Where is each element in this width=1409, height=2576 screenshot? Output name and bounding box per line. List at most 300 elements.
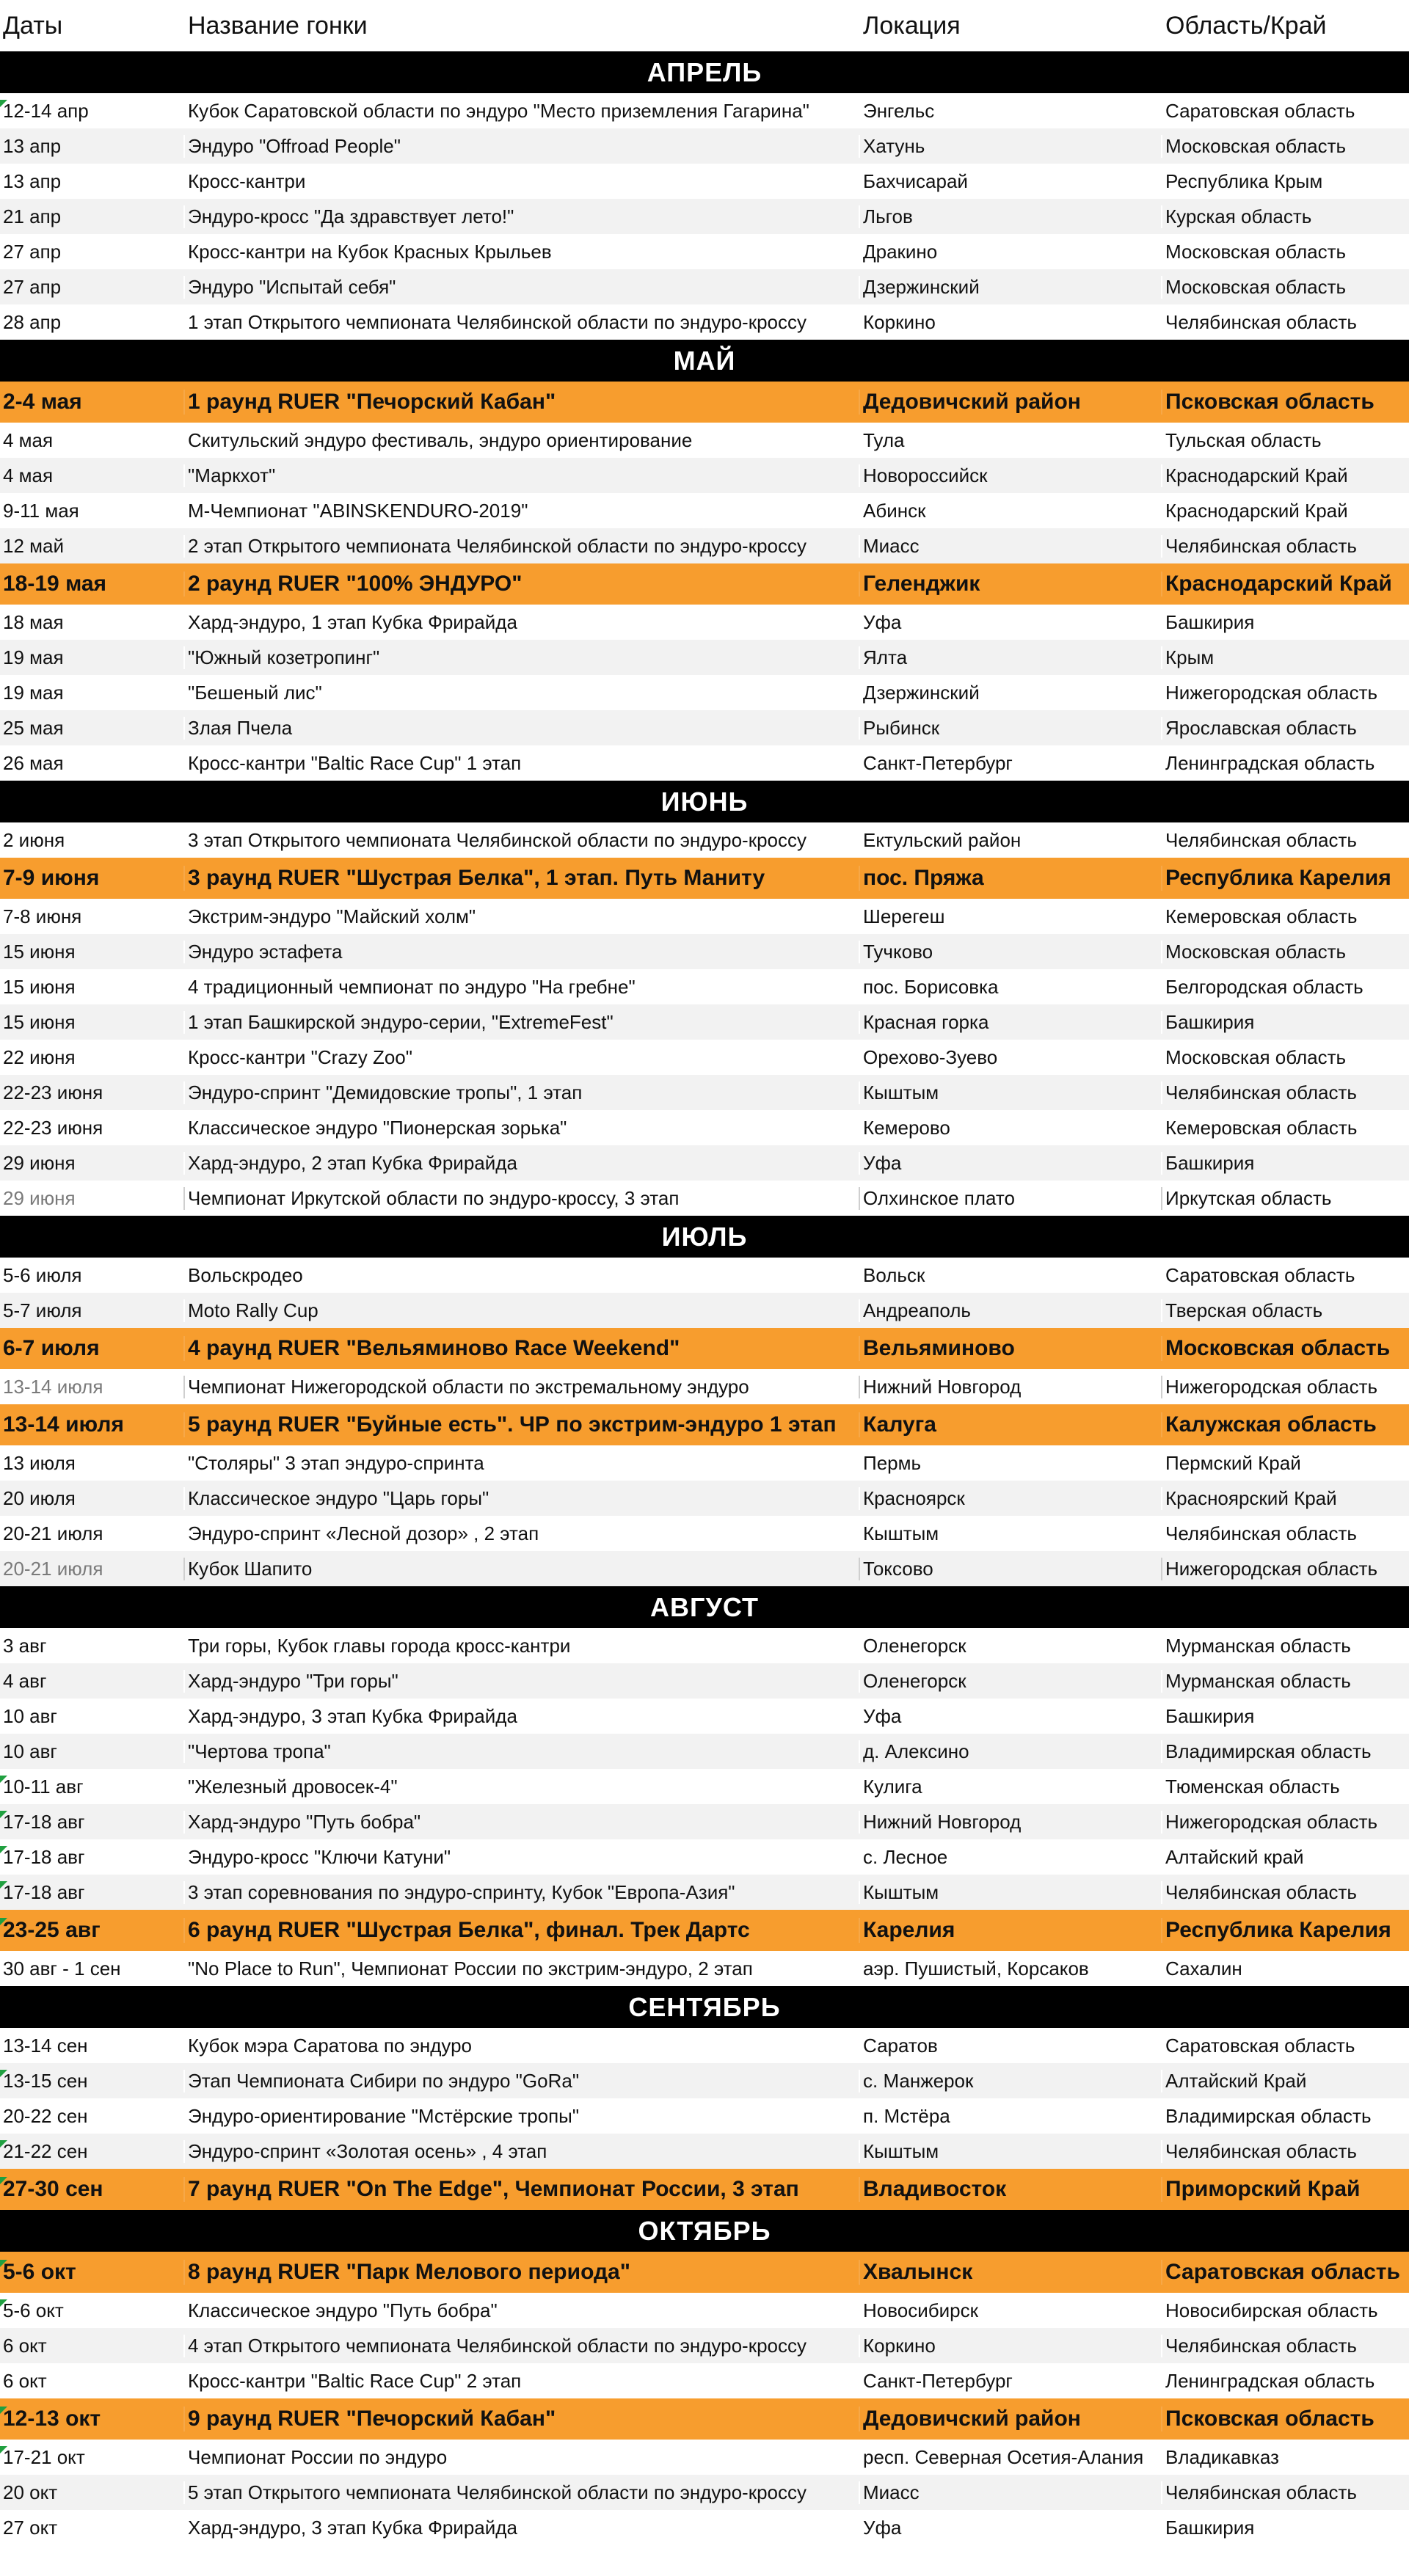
cell-region: Тюменская область	[1161, 1776, 1409, 1798]
cell-location: пос. Борисовка	[859, 976, 1161, 999]
cell-region: Нижегородская область	[1161, 1811, 1409, 1834]
month-header: ИЮНЬ	[0, 781, 1409, 822]
cell-region: Башкирия	[1161, 1705, 1409, 1728]
cell-date: 17-18 авг	[0, 1846, 183, 1869]
cell-location: Дзержинский	[859, 276, 1161, 299]
cell-location: Владивосток	[859, 2177, 1161, 2202]
cell-region: Белгородская область	[1161, 976, 1409, 999]
cell-race-name: 1 раунд RUER "Печорский Кабан"	[183, 390, 859, 415]
cell-date: 29 июня	[3, 1186, 76, 1209]
cell-race-name: Кубок мэра Саратова по эндуро	[183, 2035, 859, 2057]
cell-race-name: Эндуро-спринт "Демидовские тропы", 1 этап	[183, 1081, 859, 1104]
table-row	[0, 2328, 1409, 2363]
table-row	[0, 528, 1409, 563]
cell-race-name: 2 этап Открытого чемпионата Челябинской области по эндуро-кроссу	[183, 535, 859, 558]
cell-race-name: 5 раунд RUER "Буйные есть". ЧР по экстрим-эндуро 1 этап	[183, 1412, 859, 1437]
table-row-ruer-round	[0, 858, 1409, 899]
cell-region: Кемеровская область	[1161, 1117, 1409, 1139]
cell-location: Миасс	[859, 535, 1161, 558]
cell-location: Вольск	[859, 1264, 1161, 1287]
cell-region: Башкирия	[1161, 1152, 1409, 1175]
cell-race-name: 3 раунд RUER "Шустрая Белка", 1 этап. Путь Маниту	[183, 866, 859, 891]
cell-race-name: 4 традиционный чемпионат по эндуро "На гребне"	[183, 976, 859, 999]
cell-date: 26 мая	[3, 751, 64, 774]
month-header: ОКТЯБРЬ	[0, 2210, 1409, 2252]
cell-date: 5-7 июля	[3, 1299, 82, 1321]
cell-location: Оленегорск	[859, 1635, 1161, 1657]
table-row	[0, 710, 1409, 745]
cell-region: Мурманская область	[1161, 1670, 1409, 1693]
cell-location: Санкт-Петербург	[859, 2370, 1161, 2393]
cell-race-name: М-Чемпионат "ABINSKENDURO-2019"	[183, 500, 859, 522]
cell-date: 27 окт	[3, 2516, 58, 2539]
cell-region: Саратовская область	[1161, 2260, 1409, 2285]
cell-location: Дедовичский район	[859, 390, 1161, 415]
cell-date: 6-7 июля	[3, 1336, 100, 1360]
cell-location: Энгельс	[859, 100, 1161, 123]
table-header	[0, 0, 1409, 51]
cell-date: 19 мая	[3, 681, 64, 704]
cell-date: 13 июля	[3, 1451, 76, 1474]
cell-region: Новосибирская область	[1161, 2299, 1409, 2322]
cell-race-name: Кросс-кантри "Baltic Race Cup" 2 этап	[183, 2370, 859, 2393]
cell-location: Кыштым	[859, 1081, 1161, 1104]
cell-date: 18 мая	[3, 610, 64, 633]
cell-race-name: Эндуро "Offroad People"	[183, 135, 859, 158]
cell-date: 12-13 окт	[0, 2407, 183, 2431]
cell-location: Дракино	[859, 241, 1161, 263]
table-row	[0, 1110, 1409, 1145]
table-row	[0, 304, 1409, 340]
cell-location: Нижний Новгород	[859, 1376, 1161, 1398]
cell-date: 7-9 июня	[3, 866, 100, 890]
table-row	[0, 969, 1409, 1004]
cell-date: 10 авг	[3, 1740, 57, 1762]
cell-date: 22 июня	[3, 1046, 76, 1068]
cell-location: Уфа	[859, 2517, 1161, 2539]
cell-race-name: Хард-эндуро, 3 этап Кубка Фрирайда	[183, 1705, 859, 1728]
cell-location: Орехово-Зуево	[859, 1046, 1161, 1069]
cell-region: Московская область	[1161, 1336, 1409, 1361]
cell-race-name: Эндуро эстафета	[183, 941, 859, 963]
cell-date: 4 мая	[3, 428, 54, 451]
cell-region: Московская область	[1161, 241, 1409, 263]
cell-region: Башкирия	[1161, 2517, 1409, 2539]
header-dates: Даты	[3, 11, 63, 40]
table-row	[0, 1551, 1409, 1586]
table-row	[0, 1516, 1409, 1551]
cell-region: Красноярский Край	[1161, 1487, 1409, 1510]
cell-location: Рыбинск	[859, 717, 1161, 740]
cell-location: с. Лесное	[859, 1846, 1161, 1869]
cell-region: Сахалин	[1161, 1957, 1409, 1980]
cell-race-name: Этап Чемпионата Сибири по эндуро "GoRa"	[183, 2070, 859, 2092]
cell-race-name: 3 этап Открытого чемпионата Челябинской области по эндуро-кроссу	[183, 829, 859, 852]
cell-location: Красная горка	[859, 1011, 1161, 1034]
table-row	[0, 1951, 1409, 1986]
cell-location: Новороссийск	[859, 464, 1161, 487]
cell-location: Нижний Новгород	[859, 1811, 1161, 1834]
cell-location: Уфа	[859, 1705, 1161, 1728]
table-row-ruer-round	[0, 1910, 1409, 1951]
cell-region: Краснодарский Край	[1161, 464, 1409, 487]
cell-location: Дедовичский район	[859, 2407, 1161, 2431]
table-row	[0, 2098, 1409, 2134]
cell-location: Саратов	[859, 2035, 1161, 2057]
cell-race-name: Хард-эндуро, 3 этап Кубка Фрирайда	[183, 2517, 859, 2539]
cell-date: 10 авг	[3, 1704, 57, 1727]
month-header: МАЙ	[0, 340, 1409, 382]
cell-race-name: Хард-эндуро "Три горы"	[183, 1670, 859, 1693]
cell-race-name: "Бешеный лис"	[183, 682, 859, 704]
month-header: АПРЕЛЬ	[0, 51, 1409, 93]
cell-date: 15 июня	[3, 940, 76, 963]
cell-region: Ленинградская область	[1161, 2370, 1409, 2393]
table-row	[0, 675, 1409, 710]
cell-location: Красноярск	[859, 1487, 1161, 1510]
cell-location: Ектульский район	[859, 829, 1161, 852]
cell-race-name: Скитульский эндуро фестиваль, эндуро ориентирование	[183, 429, 859, 452]
cell-region: Республика Карелия	[1161, 1918, 1409, 1943]
cell-date: 27 апр	[3, 275, 62, 298]
cell-location: Коркино	[859, 311, 1161, 334]
cell-date: 6 окт	[3, 2369, 47, 2392]
cell-race-name: Эндуро "Испытай себя"	[183, 276, 859, 299]
cell-date: 22-23 июня	[3, 1081, 103, 1103]
month-header: ИЮЛЬ	[0, 1216, 1409, 1258]
cell-region: Нижегородская область	[1161, 1376, 1409, 1398]
table-row	[0, 128, 1409, 164]
table-row	[0, 93, 1409, 128]
table-row	[0, 269, 1409, 304]
cell-region: Владимирская область	[1161, 1740, 1409, 1763]
table-row-ruer-round	[0, 1404, 1409, 1445]
cell-location: Андреаполь	[859, 1299, 1161, 1322]
table-row	[0, 2363, 1409, 2398]
table-row-ruer-round	[0, 2169, 1409, 2210]
table-row	[0, 2293, 1409, 2328]
cell-race-name: "Южный козетропинг"	[183, 646, 859, 669]
cell-location: Ялта	[859, 646, 1161, 669]
cell-date: 27-30 сен	[0, 2177, 183, 2202]
cell-region: Челябинская область	[1161, 1881, 1409, 1904]
cell-race-name: "Столяры" 3 этап эндуро-спринта	[183, 1452, 859, 1475]
cell-location: Кыштым	[859, 2140, 1161, 2163]
cell-race-name: 6 раунд RUER "Шустрая Белка", финал. Трек Дартс	[183, 1918, 859, 1943]
cell-location: Вельяминово	[859, 1336, 1161, 1361]
cell-date: 22-23 июня	[3, 1116, 103, 1139]
cell-location: Оленегорск	[859, 1670, 1161, 1693]
cell-race-name: Кубок Саратовской области по эндуро "Место приземления Гагарина"	[183, 100, 859, 123]
cell-date: 13-15 сен	[0, 2070, 183, 2092]
table-row	[0, 1445, 1409, 1481]
table-row	[0, 2440, 1409, 2475]
cell-location: Санкт-Петербург	[859, 752, 1161, 775]
cell-region: Владимирская область	[1161, 2105, 1409, 2128]
cell-date: 7-8 июня	[3, 905, 82, 927]
cell-region: Курская область	[1161, 205, 1409, 228]
table-body	[0, 51, 1409, 2545]
cell-region: Мурманская область	[1161, 1635, 1409, 1657]
table-row	[0, 605, 1409, 640]
cell-date: 17-18 авг	[0, 1881, 183, 1904]
table-row	[0, 234, 1409, 269]
cell-region: Республика Карелия	[1161, 866, 1409, 891]
cell-region: Саратовская область	[1161, 1264, 1409, 1287]
cell-location: Геленджик	[859, 572, 1161, 596]
cell-location: Кулига	[859, 1776, 1161, 1798]
cell-region: Псковская область	[1161, 390, 1409, 415]
cell-location: Хвалынск	[859, 2260, 1161, 2285]
cell-location: д. Алексино	[859, 1740, 1161, 1763]
cell-race-name: Вольскродео	[183, 1264, 859, 1287]
cell-race-name: Moto Rally Cup	[183, 1299, 859, 1322]
cell-location: Тула	[859, 429, 1161, 452]
table-row	[0, 1258, 1409, 1293]
table-row	[0, 2028, 1409, 2063]
cell-region: Приморский Край	[1161, 2177, 1409, 2202]
cell-region: Московская область	[1161, 1046, 1409, 1069]
cell-date: 12-14 апр	[0, 100, 183, 123]
table-row	[0, 199, 1409, 234]
cell-date: 6 окт	[3, 2334, 47, 2357]
cell-race-name: Хард-эндуро, 1 этап Кубка Фрирайда	[183, 611, 859, 634]
cell-date: 20-21 июля	[3, 1522, 103, 1544]
cell-location: Карелия	[859, 1918, 1161, 1943]
cell-region: Нижегородская область	[1161, 682, 1409, 704]
table-row	[0, 1075, 1409, 1110]
cell-location: п. Мстёра	[859, 2105, 1161, 2128]
header-region: Область/Край	[1161, 12, 1409, 40]
cell-race-name: 9 раунд RUER "Печорский Кабан"	[183, 2407, 859, 2431]
cell-location: Пермь	[859, 1452, 1161, 1475]
month-header: СЕНТЯБРЬ	[0, 1986, 1409, 2028]
cell-location: Хатунь	[859, 135, 1161, 158]
cell-race-name: "No Place to Run", Чемпионат России по экстрим-эндуро, 2 этап	[183, 1957, 859, 1980]
month-header: АВГУСТ	[0, 1586, 1409, 1628]
cell-race-name: 7 раунд RUER "On The Edge", Чемпионат России, 3 этап	[183, 2177, 859, 2202]
cell-date: 18-19 мая	[3, 572, 107, 596]
cell-location: Коркино	[859, 2335, 1161, 2357]
cell-region: Тверская область	[1161, 1299, 1409, 1322]
cell-race-name: Хард-эндуро "Путь бобра"	[183, 1811, 859, 1834]
table-row	[0, 1628, 1409, 1663]
header-location: Локация	[859, 12, 1161, 40]
cell-date: 19 мая	[3, 646, 64, 668]
cell-race-name: "Железный дровосек-4"	[183, 1776, 859, 1798]
cell-location: Новосибирск	[859, 2299, 1161, 2322]
cell-race-name: Эндуро-спринт «Золотая осень» , 4 этап	[183, 2140, 859, 2163]
cell-date: 23-25 авг	[0, 1918, 183, 1943]
cell-race-name: Чемпионат России по эндуро	[183, 2446, 859, 2469]
table-row-ruer-round	[0, 382, 1409, 423]
cell-race-name: Чемпионат Иркутской области по эндуро-кроссу, 3 этап	[183, 1187, 859, 1210]
cell-date: 10-11 авг	[0, 1776, 183, 1798]
cell-race-name: Чемпионат Нижегородской области по экстремальному эндуро	[183, 1376, 859, 1398]
cell-location: Миасс	[859, 2481, 1161, 2504]
table-row	[0, 822, 1409, 858]
cell-race-name: Кросс-кантри	[183, 170, 859, 193]
table-row	[0, 1839, 1409, 1875]
cell-race-name: Злая Пчела	[183, 717, 859, 740]
table-row	[0, 1004, 1409, 1040]
cell-race-name: Экстрим-эндуро "Майский холм"	[183, 905, 859, 928]
table-row	[0, 1699, 1409, 1734]
table-row	[0, 1734, 1409, 1769]
cell-date: 13-14 июля	[3, 1412, 124, 1437]
cell-region: Челябинская область	[1161, 311, 1409, 334]
cell-location: пос. Пряжа	[859, 866, 1161, 891]
cell-region: Московская область	[1161, 941, 1409, 963]
table-row	[0, 2475, 1409, 2510]
cell-location: Токсово	[859, 1558, 1161, 1580]
cell-date: 25 мая	[3, 716, 64, 739]
cell-location: Шерегеш	[859, 905, 1161, 928]
table-row	[0, 493, 1409, 528]
cell-date: 4 авг	[3, 1669, 47, 1692]
cell-date: 9-11 мая	[3, 499, 79, 522]
table-row	[0, 2134, 1409, 2169]
cell-region: Крым	[1161, 646, 1409, 669]
cell-region: Ярославская область	[1161, 717, 1409, 740]
cell-region: Владикавказ	[1161, 2446, 1409, 2469]
cell-location: аэр. Пушистый, Корсаков	[859, 1957, 1161, 1980]
cell-region: Челябинская область	[1161, 1081, 1409, 1104]
cell-location: Уфа	[859, 611, 1161, 634]
cell-location: с. Манжерок	[859, 2070, 1161, 2092]
cell-race-name: 2 раунд RUER "100% ЭНДУРО"	[183, 572, 859, 596]
cell-region: Московская область	[1161, 276, 1409, 299]
cell-race-name: 4 раунд RUER "Вельяминово Race Weekend"	[183, 1336, 859, 1361]
table-row	[0, 2510, 1409, 2545]
cell-race-name: Эндуро-кросс "Да здравствует лето!"	[183, 205, 859, 228]
cell-race-name: 1 этап Открытого чемпионата Челябинской области по эндуро-кроссу	[183, 311, 859, 334]
cell-race-name: Кросс-кантри "Crazy Zoo"	[183, 1046, 859, 1069]
table-row	[0, 458, 1409, 493]
table-row-ruer-round	[0, 563, 1409, 605]
cell-region: Башкирия	[1161, 1011, 1409, 1034]
cell-location: Кемерово	[859, 1117, 1161, 1139]
cell-race-name: Эндуро-ориентирование "Мстёрские тропы"	[183, 2105, 859, 2128]
table-row	[0, 1663, 1409, 1699]
table-row	[0, 1875, 1409, 1910]
cell-region: Ленинградская область	[1161, 752, 1409, 775]
table-row	[0, 745, 1409, 781]
cell-date: 13 апр	[3, 169, 62, 192]
cell-race-name: "Маркхот"	[183, 464, 859, 487]
cell-date: 4 мая	[3, 464, 54, 486]
cell-date: 12 май	[3, 534, 65, 557]
cell-date: 15 июня	[3, 975, 76, 998]
cell-date: 2 июня	[3, 828, 65, 851]
cell-region: Башкирия	[1161, 611, 1409, 634]
table-row-ruer-round	[0, 2252, 1409, 2293]
cell-region: Алтайский Край	[1161, 2070, 1409, 2092]
cell-region: Тульская область	[1161, 429, 1409, 452]
cell-date: 5-6 окт	[0, 2299, 183, 2322]
cell-date: 3 авг	[3, 1634, 47, 1657]
cell-location: Олхинское плато	[859, 1187, 1161, 1210]
cell-race-name: 1 этап Башкирской эндуро-серии, "ExtremeFest"	[183, 1011, 859, 1034]
cell-region: Кемеровская область	[1161, 905, 1409, 928]
cell-region: Челябинская область	[1161, 1522, 1409, 1545]
cell-region: Калужская область	[1161, 1412, 1409, 1437]
table-row	[0, 164, 1409, 199]
cell-race-name: Кубок Шапито	[183, 1558, 859, 1580]
cell-race-name: 4 этап Открытого чемпионата Челябинской области по эндуро-кроссу	[183, 2335, 859, 2357]
cell-race-name: Эндуро-кросс "Ключи Катуни"	[183, 1846, 859, 1869]
cell-location: Абинск	[859, 500, 1161, 522]
table-row	[0, 423, 1409, 458]
cell-region: Челябинская область	[1161, 535, 1409, 558]
cell-region: Краснодарский Край	[1161, 572, 1409, 596]
table-row	[0, 640, 1409, 675]
cell-region: Псковская область	[1161, 2407, 1409, 2431]
cell-location: Тучково	[859, 941, 1161, 963]
cell-location: Льгов	[859, 205, 1161, 228]
cell-date: 20-22 сен	[3, 2104, 88, 2127]
cell-date: 5-6 окт	[0, 2260, 183, 2285]
table-row	[0, 1040, 1409, 1075]
cell-region: Московская область	[1161, 135, 1409, 158]
cell-region: Нижегородская область	[1161, 1558, 1409, 1580]
cell-race-name: Кросс-кантри "Baltic Race Cup" 1 этап	[183, 752, 859, 775]
cell-date: 21-22 сен	[0, 2140, 183, 2163]
cell-race-name: Эндуро-спринт «Лесной дозор» , 2 этап	[183, 1522, 859, 1545]
cell-date: 20 июля	[3, 1486, 76, 1509]
cell-race-name: "Чертова тропа"	[183, 1740, 859, 1763]
table-row	[0, 1145, 1409, 1181]
cell-date: 29 июня	[3, 1151, 76, 1174]
cell-location: респ. Северная Осетия-Алания	[859, 2446, 1161, 2469]
cell-location: Бахчисарай	[859, 170, 1161, 193]
cell-date: 5-6 июля	[3, 1263, 82, 1286]
cell-region: Пермский Край	[1161, 1452, 1409, 1475]
cell-date: 20-21 июля	[3, 1557, 103, 1580]
cell-race-name: Кросс-кантри на Кубок Красных Крыльев	[183, 241, 859, 263]
cell-date: 13-14 сен	[3, 2034, 88, 2057]
cell-region: Республика Крым	[1161, 170, 1409, 193]
table-row	[0, 1293, 1409, 1328]
table-row	[0, 1369, 1409, 1404]
cell-location: Кыштым	[859, 1522, 1161, 1545]
cell-region: Саратовская область	[1161, 2035, 1409, 2057]
cell-date: 27 апр	[3, 240, 62, 263]
cell-race-name: Классическое эндуро "Путь бобра"	[183, 2299, 859, 2322]
cell-location: Калуга	[859, 1412, 1161, 1437]
cell-date: 30 авг - 1 сен	[3, 1957, 121, 1980]
cell-location: Кыштым	[859, 1881, 1161, 1904]
cell-region: Челябинская область	[1161, 829, 1409, 852]
table-row	[0, 1769, 1409, 1804]
cell-race-name: Классическое эндуро "Пионерская зорька"	[183, 1117, 859, 1139]
table-row-ruer-round	[0, 1328, 1409, 1369]
cell-date: 13-14 июля	[3, 1375, 103, 1398]
table-row	[0, 934, 1409, 969]
table-row	[0, 2063, 1409, 2098]
cell-region: Челябинская область	[1161, 2335, 1409, 2357]
cell-date: 28 апр	[3, 310, 62, 333]
cell-region: Челябинская область	[1161, 2481, 1409, 2504]
cell-race-name: Три горы, Кубок главы города кросс-кантри	[183, 1635, 859, 1657]
cell-date: 17-21 окт	[0, 2446, 183, 2469]
cell-region: Алтайский край	[1161, 1846, 1409, 1869]
table-row	[0, 1804, 1409, 1839]
cell-race-name: 3 этап соревнования по эндуро-спринту, Кубок "Европа-Азия"	[183, 1881, 859, 1904]
cell-region: Челябинская область	[1161, 2140, 1409, 2163]
cell-date: 21 апр	[3, 205, 62, 227]
cell-race-name: Хард-эндуро, 2 этап Кубка Фрирайда	[183, 1152, 859, 1175]
